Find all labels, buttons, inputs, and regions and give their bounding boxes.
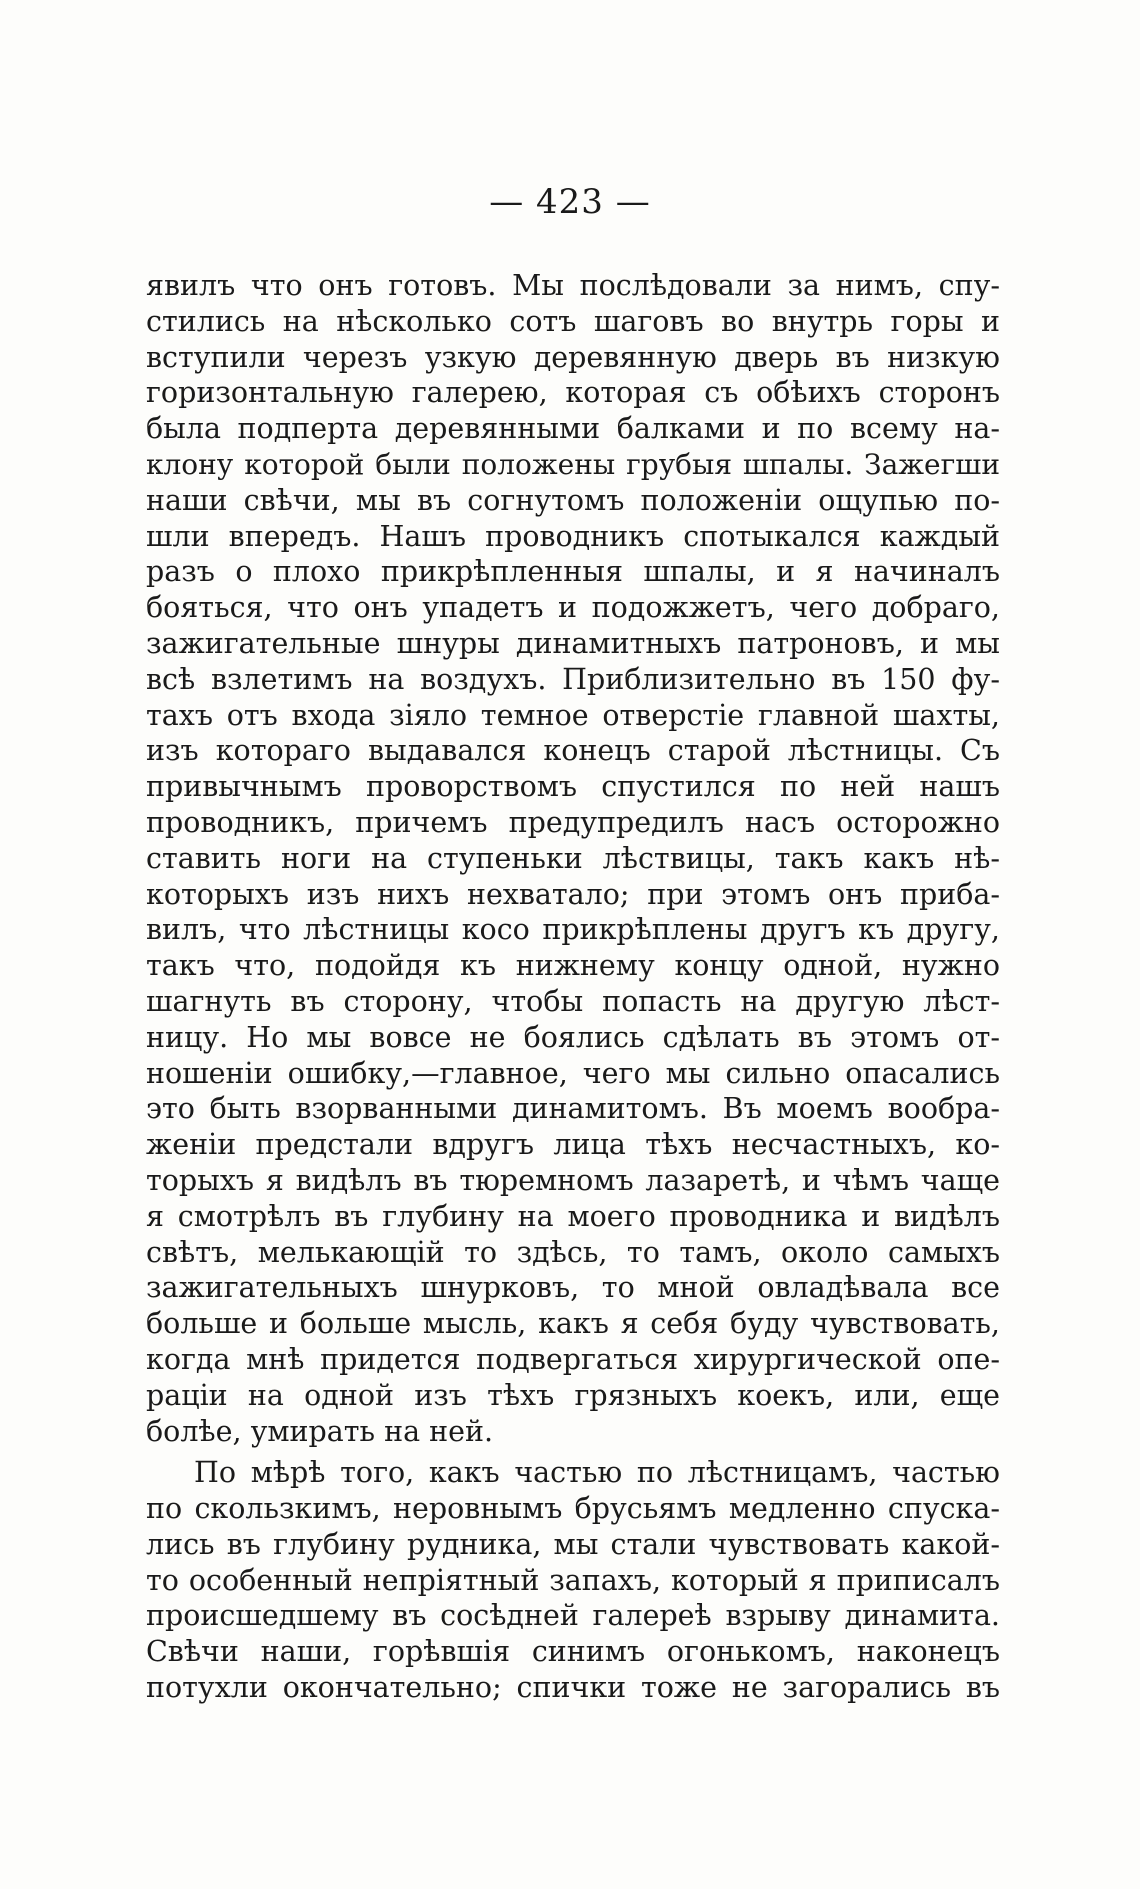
text-line: это быть взорванными динамитомъ. Въ моемъ вообра- [146,1092,1000,1126]
text-line: ницу. Но мы вовсе не боялись сдѣлать въ этомъ от- [146,1020,1000,1054]
text-line: потухли окончательно; спички тоже не загорались въ [146,1671,1000,1705]
text-line: разъ о плохо прикрѣпленныя шпалы, и я начиналъ [146,555,1000,589]
text-line: которыхъ изъ нихъ нехватало; при этомъ онъ приба- [146,877,1000,911]
body-text [146,268,1000,1706]
text-line: торыхъ я видѣлъ въ тюремномъ лазаретѣ, и чѣмъ чаще [146,1163,1000,1197]
text-line: происшедшему въ сосѣдней галереѣ взрыву динамита. [146,1599,1000,1633]
text-line: вступили черезъ узкую деревянную дверь въ низкую [146,340,1000,374]
text-line: ставить ноги на ступеньки лѣствицы, такъ какъ нѣ- [146,841,1000,875]
text-line: болѣе, умирать на ней. [146,1414,494,1448]
text-line: стились на нѣсколько сотъ шаговъ во внутрь горы и [146,304,1000,338]
text-line: тахъ отъ входа зіяло темное отверстіе главной шахты, [146,698,1000,732]
page-number: — 423 — [489,182,651,222]
text-line: вилъ, что лѣстницы косо прикрѣплены другъ къ другу, [146,913,1000,947]
text-line: свѣтъ, мелькающій то здѣсь, то тамъ, около самыхъ [146,1235,1000,1269]
text-line: изъ котораго выдавался конецъ старой лѣстницы. Съ [146,734,1000,768]
text-line: лись въ глубину рудника, мы стали чувствовать какой- [146,1527,1000,1561]
text-line: зажигательныхъ шнурковъ, то мной овладѣвала все [146,1271,1000,1305]
text-line: привычнымъ проворствомъ спустился по ней нашъ [146,770,1000,804]
text-line: такъ что, подойдя къ нижнему концу одной, нужно [146,949,1000,983]
paragraph [146,268,1000,1449]
text-line: Свѣчи наши, горѣвшія синимъ огонькомъ, наконецъ [146,1635,1000,1669]
text-line: зажигательные шнуры динамитныхъ патроновъ, и мы [146,626,1000,660]
text-line: наши свѣчи, мы въ согнутомъ положеніи ощупью по- [146,483,1000,517]
text-line: по скользкимъ, неровнымъ брусьямъ медленно спуска- [146,1492,1000,1526]
text-line: ношеніи ошибку,—главное, чего мы сильно опасались [146,1056,1000,1090]
text-line: раціи на одной изъ тѣхъ грязныхъ коекъ, или, еще [146,1378,1000,1412]
text-line: была подперта деревянными балками и по всему на- [146,412,1000,446]
text-line: больше и больше мысль, какъ я себя буду чувствовать, [146,1307,1000,1341]
text-line: явилъ что онъ готовъ. Мы послѣдовали за нимъ, спу- [146,269,1000,302]
text-line: клону которой были положены грубыя шпалы. Зажегши [146,447,1000,481]
text-line: проводникъ, причемъ предупредилъ насъ осторожно [146,805,1000,839]
text-line: горизонтальную галерею, которая съ обѣихъ сторонъ [146,376,1000,410]
text-line: всѣ взлетимъ на воздухъ. Приблизительно въ 150 фу- [146,662,1000,696]
text-line: женіи предстали вдругъ лица тѣхъ несчастныхъ, ко- [146,1128,1000,1162]
text-line: шагнуть въ сторону, чтобы попасть на другую лѣст- [146,984,1000,1018]
text-line: когда мнѣ придется подвергаться хирургической опе- [146,1342,1000,1376]
text-line: то особенный непріятный запахъ, который я приписалъ [146,1563,1000,1597]
text-line: я смотрѣлъ въ глубину на моего проводника и видѣлъ [146,1199,1000,1233]
text-line: По мѣрѣ того, какъ частью по лѣстницамъ, частью [194,1456,1000,1490]
text-line: шли впередъ. Нашъ проводникъ спотыкался каждый [146,519,1000,553]
text-line: бояться, что онъ упадетъ и подожжетъ, чего добраго, [146,591,1000,625]
paragraph [146,1455,1000,1706]
